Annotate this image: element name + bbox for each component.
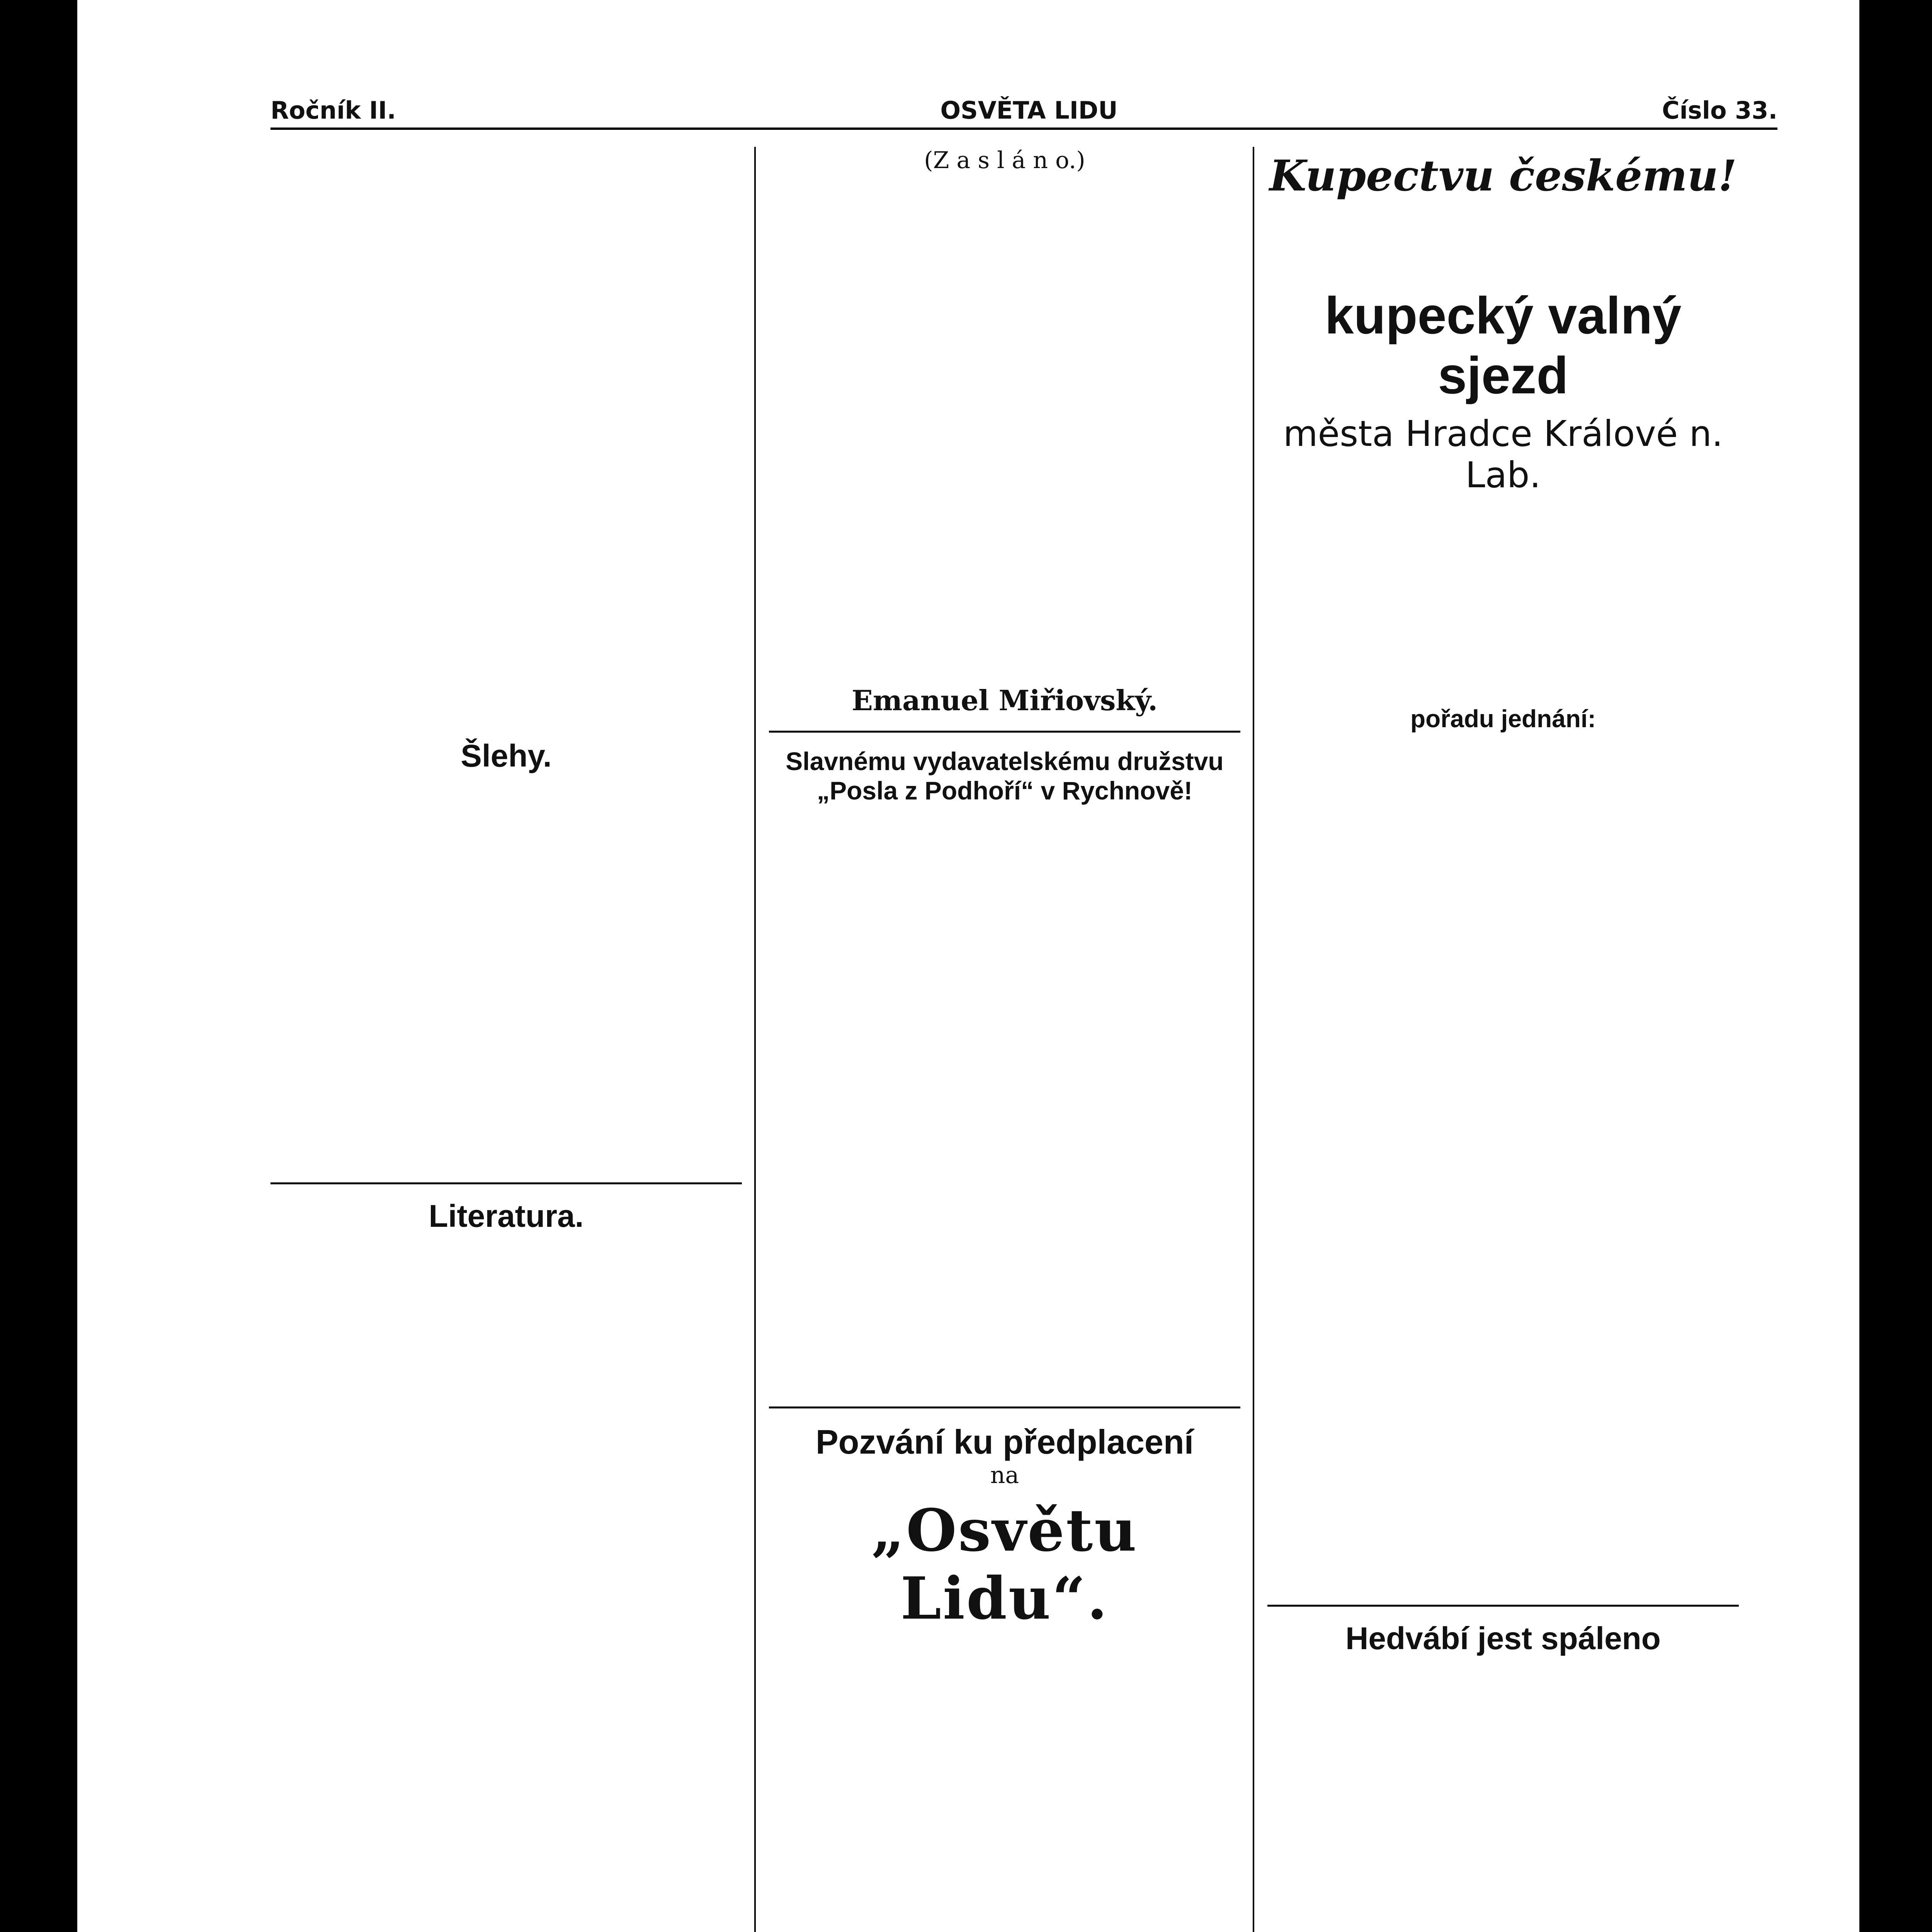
column-rule xyxy=(754,147,756,1932)
masthead-title: OSVĚTA LIDU xyxy=(940,96,1118,124)
scan-border-right xyxy=(1859,0,1932,1932)
pozvani-heading: Pozvání ku předplacení xyxy=(815,1423,1194,1461)
article-text-block xyxy=(1267,201,1739,278)
divider xyxy=(769,731,1240,733)
volume-label: Ročník II. xyxy=(270,96,396,124)
scan-border-left xyxy=(0,0,77,1932)
article-text-block xyxy=(270,1242,742,1932)
signature: Emanuel Miřiovský. xyxy=(852,684,1158,717)
article-text-block xyxy=(1267,500,1739,693)
divider xyxy=(769,1406,1240,1408)
article-text-block xyxy=(270,782,742,1168)
page-header xyxy=(270,93,1777,130)
article-text-block xyxy=(1267,1665,1739,1932)
column-rule xyxy=(1253,147,1254,1932)
section-heading-slehy: Šlehy. xyxy=(461,738,552,774)
zaslano-label: (Z a s l á n o.) xyxy=(924,147,1085,174)
article-text-block xyxy=(769,174,1240,676)
issue-number: Číslo 33. xyxy=(1662,96,1777,124)
article-text-block xyxy=(1267,741,1739,1591)
newspaper-page xyxy=(270,93,1777,1932)
column-2 xyxy=(769,147,1240,1932)
porad-heading: pořadu jednání: xyxy=(1410,705,1596,733)
sjezd-heading: kupecký valný sjezd xyxy=(1325,286,1682,405)
osveta-lidu-title: „Osvětu Lidu“. xyxy=(871,1497,1138,1633)
section-heading-literatura: Literatura. xyxy=(429,1199,584,1234)
hedvabi-heading: Hedvábí jest spáleno xyxy=(1345,1621,1661,1656)
mesta-heading: města Hradce Králové n. Lab. xyxy=(1283,413,1723,496)
na-label: na xyxy=(990,1462,1019,1489)
column-1 xyxy=(270,147,742,1932)
divider xyxy=(1267,1605,1739,1607)
article-text-block xyxy=(769,813,1240,1393)
column-3 xyxy=(1267,147,1739,1932)
divider xyxy=(270,1182,742,1184)
section-heading-slavnemu: Slavnému vydavatelskému družstvu „Posla z Podhoří“ v Rychnově! xyxy=(786,747,1224,805)
article-text-block xyxy=(270,147,742,726)
kupectvu-heading: Kupectvu českému! xyxy=(1269,151,1737,201)
